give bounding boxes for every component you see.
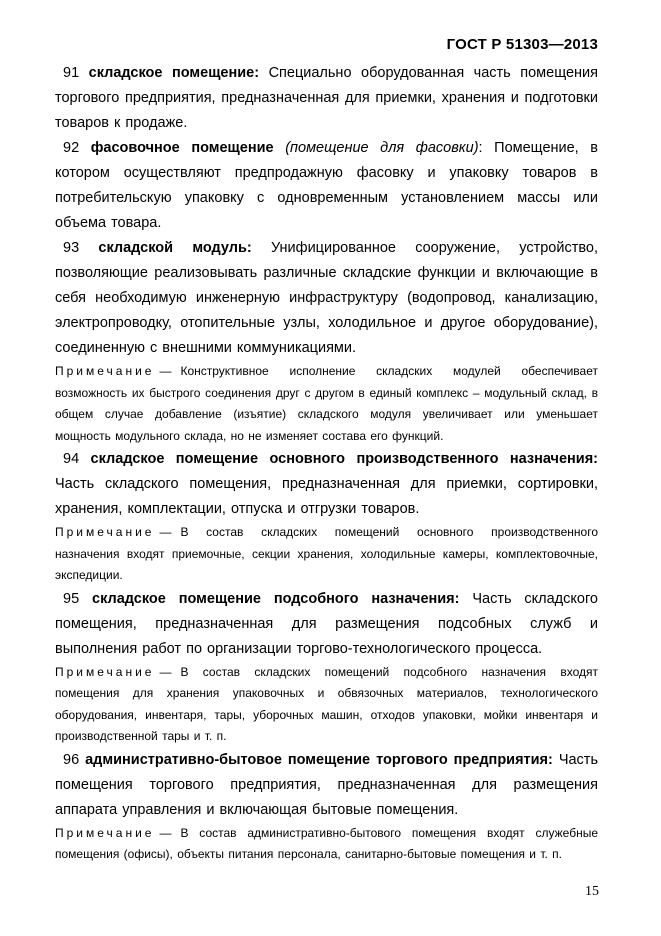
note-label: Примечание [55,825,155,840]
term-definition: : Помещение, в котором осуществляют предпродажную фасовку и упаковку товаров в потребительскую упаковку с одновременным установлением массы или объема товара. [55,140,599,231]
term-synonym: (помещение для фасовки) [273,140,479,156]
note-text: В состав административно-бытового помещения входят служебные помещения (офисы), объекты питания персонала, санитарно-бытовые помещения и т. п. [55,825,598,861]
term-number: 91 [63,65,80,81]
term-number: 92 [63,140,80,156]
term-title: административно-бытовое помещение торгового предприятия: [79,751,553,768]
term-paragraph-91 [55,61,598,136]
term-title: фасовочное помещение [79,140,274,156]
term-title: складской модуль: [79,240,252,256]
term-paragraph-92 [55,136,598,236]
note-label: Примечание [55,525,155,539]
note-dash: — [159,664,172,679]
note-paragraph-94 [55,522,598,587]
term-paragraph-95 [55,587,598,662]
running-header: ГОСТ Р 51303—2013 [446,36,598,53]
term-number: 93 [63,240,80,256]
term-title: складское помещение: [79,65,260,81]
term-number: 95 [63,590,80,607]
term-definition: Часть складского помещения, предназначенная для приемки, сортировки, хранения, комплектации, отпуска и отгрузки товаров. [55,476,598,517]
term-definition: Унифицированное сооружение, устройство, позволяющие реализовывать различные складские функции и включающие в себя необходимую инженерную инфраструктуру (водопровод, канализацию, электропроводку, отопительные узлы, холодильное и другое оборудование), соединенную с внешними коммуникациями. [55,240,598,356]
note-paragraph-95 [55,662,598,748]
note-dash: — [159,364,172,378]
note-paragraph-93 [55,361,598,447]
term-number: 96 [63,751,80,768]
term-number: 94 [63,451,80,467]
note-label: Примечание [55,664,155,679]
term-definition: Специально оборудованная часть помещения торгового предприятия, предназначенная для приемки, хранения и подготовки товаров к продаже. [55,65,598,131]
note-text: Конструктивное исполнение складских модулей обеспечивает возможность их быстрого соединения друг с другом в единый комплекс – модульный склад, в общем случае добавление (изъятие) складского модуля увеличивает или уменьшает мощность модульного склада, но не изменяет состава его функций. [55,364,598,443]
note-paragraph-96 [55,823,598,866]
term-definition: Часть помещения торгового предприятия, предназначенная для размещения аппарата управления и включающая бытовые помещения. [55,751,599,818]
text-block [55,36,598,866]
term-paragraph-93 [55,236,598,361]
note-dash: — [159,825,172,840]
term-paragraph-96 [55,748,598,823]
note-text: В состав складских помещений подсобного назначения входят помещения для хранения упаковочных и обвязочных материалов, технологического оборудования, инвентаря, тары, уборочных машин, отходов упаковки, мойки инвентаря и производственной тары и т. п. [55,664,598,743]
term-definition: Часть складского помещения, предназначенная для размещения подсобных служб и выполнения работ по организации торгово-технологического процесса. [55,590,598,657]
page-number: 15 [585,884,599,899]
term-title: складское помещение подсобного назначения: [79,590,460,607]
note-text: В состав складских помещений основного производственного назначения входят приемочные, секции хранения, холодильные камеры, комплектовочные, экспедиции. [55,525,598,582]
term-title: складское помещение основного производственного назначения: [79,451,598,467]
term-paragraph-94 [55,447,598,522]
note-label: Примечание [55,364,155,378]
note-dash: — [159,525,172,539]
